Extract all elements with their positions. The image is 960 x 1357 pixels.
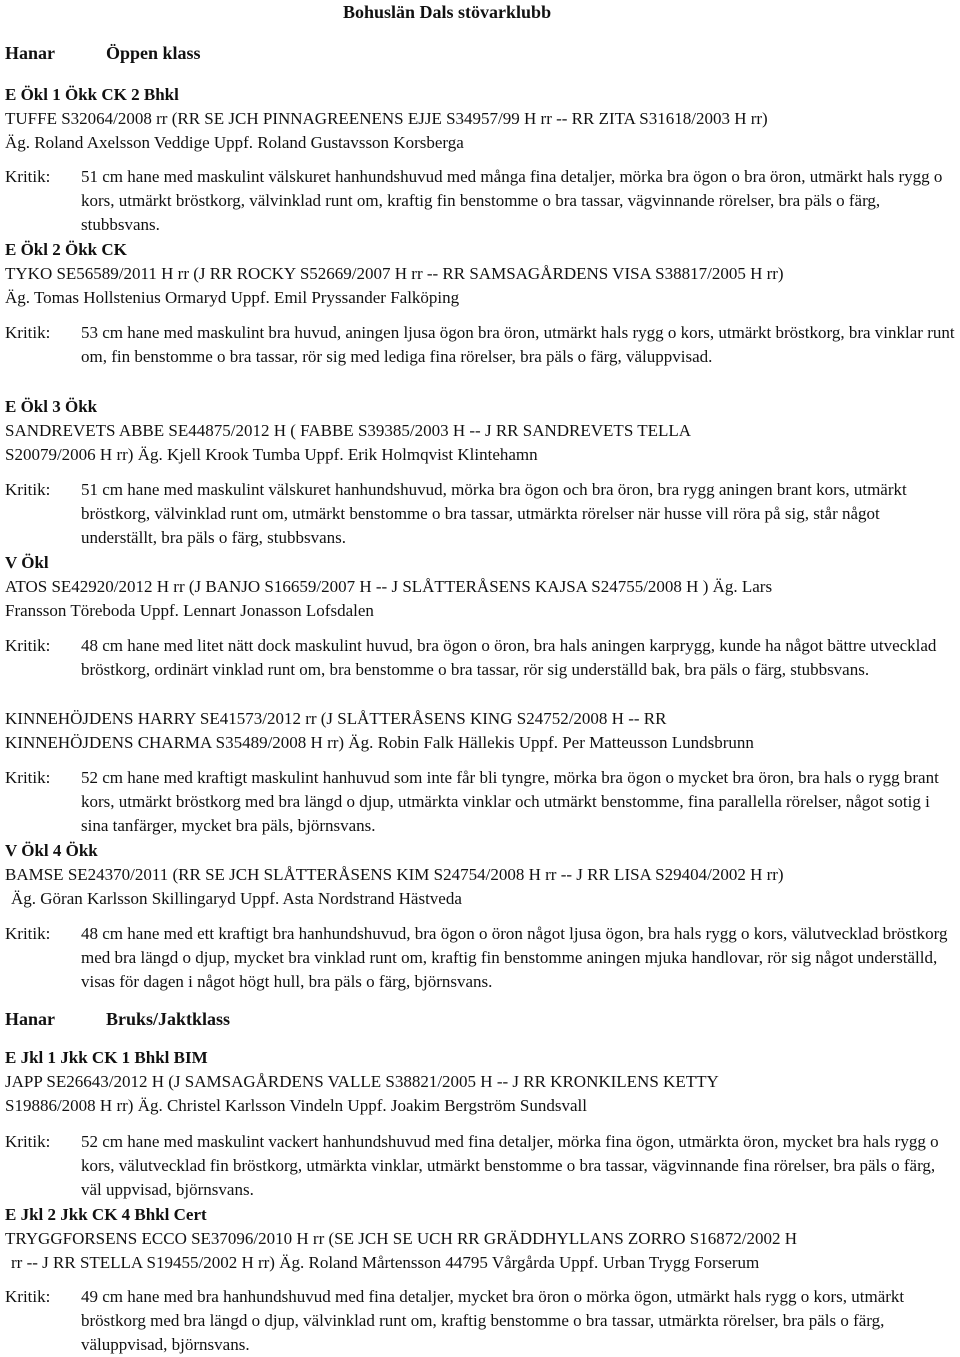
gender-label: Hanar (5, 43, 56, 63)
kritik-tuffe (5, 165, 958, 237)
kritik-label: Kritik: (5, 768, 51, 787)
dog-line: TRYGGFORSENS ECCO SE37096/2010 H rr (SE JCH SE UCH RR GRÄDDHYLLANS ZORRO S16872/2002 H (5, 1229, 797, 1248)
owner-line: Äg. Roland Axelsson Veddige Uppf. Roland Gustavsson Korsberga (5, 133, 464, 152)
kritik-label: Kritik: (5, 1132, 51, 1151)
kritik-atos (5, 634, 958, 682)
kritik-text: 48 cm hane med ett kraftigt bra hanhundshuvud, bra ögon o öron något ljusa ögon, bra hals rygg o kors, välutvecklad bröstkorg med bra längd o djup, mycket bra vinklad runt om, kraftig fin benstomme aningen mjuka handlovar, rör sig något underställd, visas för dagen i något högt hull, bra päls o färg, björnsvans. (81, 924, 948, 991)
class-heading-oppen-klass (5, 41, 958, 65)
dog-line: TUFFE S32064/2008 rr (RR SE JCH PINNAGREENENS EJJE S34957/99 H rr -- RR ZITA S31618/2003 H rr) (5, 109, 768, 128)
club-title: Bohuslän Dals stövarklubb (343, 2, 552, 22)
kritik-text: 49 cm hane med bra hanhundshuvud med fina detaljer, mycket bra öron o mörka ögon, utmärkt hals rygg o kors, utmärkt bröstkorg med bra längd o djup, välvinklad runt om, kraftig benstomme o bra tassar, utmärkta rörelser, bra päls o färg, väluppvisad, björnsvans. (81, 1287, 905, 1354)
kritik-label: Kritik: (5, 1287, 51, 1306)
dog-line: TYKO SE56589/2011 H rr (J RR ROCKY S52669/2007 H rr -- RR SAMSAGÅRDENS VISA S38817/2005 H rr) (5, 264, 784, 283)
class-heading-bruks-jaktklass (5, 1007, 958, 1031)
owner-line: Fransson Töreboda Uppf. Lennart Jonasson Lofsdalen (5, 601, 374, 620)
entry-atos (5, 551, 958, 623)
entry-japp (5, 1046, 958, 1118)
kritik-text: 48 cm hane med litet nätt dock maskulint huvud, bra ögon o öron, bra hals aningen karprygg, kunde ha något bättre utvecklad bröstkorg, ordinärt vinklad runt om, bra benstomme o bra tassar, rör sig underställd bak, bra päls o färg, stubbsvans. (81, 636, 937, 679)
owner-line: S20079/2006 H rr) Äg. Kjell Krook Tumba Uppf. Erik Holmqvist Klintehamn (5, 445, 538, 464)
owner-line: Äg. Tomas Hollstenius Ormaryd Uppf. Emil Pryssander Falköping (5, 288, 460, 307)
kritik-japp (5, 1130, 958, 1202)
placing-label: E Jkl 1 Jkk CK 1 Bhkl BIM (5, 1048, 208, 1067)
kritik-sandrevets-abbe (5, 478, 958, 550)
kritik-label: Kritik: (5, 924, 51, 943)
kritik-label: Kritik: (5, 480, 51, 499)
kritik-label: Kritik: (5, 636, 51, 655)
kritik-tryggforsens-ecco (5, 1285, 958, 1357)
owner-line: Äg. Göran Karlsson Skillingaryd Uppf. Asta Nordstrand Hästveda (11, 889, 462, 908)
owner-line: KINNEHÖJDENS CHARMA S35489/2008 H rr) Äg. Robin Falk Hällekis Uppf. Per Matteusson Lundsbrunn (5, 733, 754, 752)
kritik-text: 52 cm hane med maskulint vackert hanhundshuvud med fina detaljer, mörka fina ögon, utmärkta öron, mycket bra hals rygg o kors, välutvecklad fin bröstkorg, utmärkta vinklar, utmärkt benstomme o bra tassar, vägvinnande fina rörelser, bra päls o färg, väl uppvisad, björnsvans. (81, 1132, 939, 1199)
owner-line: rr -- J RR STELLA S19455/2002 H rr) Äg. Roland Mårtensson 44795 Vårgårda Uppf. Urban Trygg Forserum (11, 1253, 760, 1272)
kritik-tyko (5, 321, 958, 369)
placing-label: E Ökl 1 Ökk CK 2 Bhkl (5, 85, 179, 104)
kritik-kinnehojdens-harry (5, 766, 958, 838)
placing-label: E Jkl 2 Jkk CK 4 Bhkl Cert (5, 1205, 207, 1224)
class-label: Bruks/Jaktklass (106, 1009, 231, 1029)
dog-line: KINNEHÖJDENS HARRY SE41573/2012 rr (J SLÅTTERÅSENS KING S24752/2008 H -- RR (5, 709, 667, 728)
entry-kinnehojdens-harry (5, 707, 958, 755)
kritik-label: Kritik: (5, 167, 51, 186)
entry-tryggforsens-ecco (5, 1203, 958, 1275)
kritik-text: 52 cm hane med kraftigt maskulint hanhuvud som inte får bli tyngre, mörka bra ögon o mycket bra öron, bra hals o rygg brant kors, utmärkt bröstkorg med bra längd o djup, utmärkta vinklar och utmärkt benstomme, fina parallella rörelser, något sotig i sina tanfärger, mycket bra päls, björnsvans. (81, 768, 939, 835)
class-label: Öppen klass (106, 43, 201, 63)
entry-bamse (5, 839, 958, 911)
dog-line: ATOS SE42920/2012 H rr (J BANJO S16659/2007 H -- J SLÅTTERÅSENS KAJSA S24755/2008 H ) Äg. Lars (5, 577, 773, 596)
kritik-label: Kritik: (5, 323, 51, 342)
kritik-text: 51 cm hane med maskulint välskuret hanhundshuvud, mörka bra ögon och bra öron, bra rygg aningen brant kors, utmärkt bröstkorg, välvinklad runt om, utmärkt benstomme o bra tassar, utmärkta rörelser när husse vill röra på sig, står något underställt, bra päls o färg, stubbsvans. (81, 480, 907, 547)
gender-label: Hanar (5, 1009, 56, 1029)
entry-sandrevets-abbe (5, 395, 958, 467)
dog-line: SANDREVETS ABBE SE44875/2012 H ( FABBE S39385/2003 H -- J RR SANDREVETS TELLA (5, 421, 692, 440)
entry-tyko (5, 238, 958, 310)
owner-line: S19886/2008 H rr) Äg. Christel Karlsson Vindeln Uppf. Joakim Bergström Sundsvall (5, 1096, 587, 1115)
dog-line: BAMSE SE24370/2011 (RR SE JCH SLÅTTERÅSENS KIM S24754/2008 H rr -- J RR LISA S29404/2002 H rr) (5, 865, 784, 884)
placing-label: E Ökl 3 Ökk (5, 397, 98, 416)
entry-tuffe (5, 83, 958, 155)
dog-line: JAPP SE26643/2012 H (J SAMSAGÅRDENS VALLE S38821/2005 H -- J RR KRONKILENS KETTY (5, 1072, 719, 1091)
placing-label: V Ökl (5, 553, 49, 572)
placing-label: E Ökl 2 Ökk CK (5, 240, 127, 259)
kritik-bamse (5, 922, 958, 994)
kritik-text: 53 cm hane med maskulint bra huvud, aningen ljusa ögon bra öron, utmärkt hals rygg o kors, utmärkt bröstkorg, bra vinklar runt om, fin benstomme o bra tassar, rör sig med lediga fina rörelser, bra päls o färg, väluppvisad. (81, 323, 955, 366)
kritik-text: 51 cm hane med maskulint välskuret hanhundshuvud med många fina detaljer, mörka bra ögon o bra öron, utmärkt hals rygg o kors, utmärkt bröstkorg, välvinklad runt om, kraftig fin benstomme o bra tassar, vägvinnande rörelser, bra päls o färg, stubbsvans. (81, 167, 943, 234)
placing-label: V Ökl 4 Ökk (5, 841, 98, 860)
